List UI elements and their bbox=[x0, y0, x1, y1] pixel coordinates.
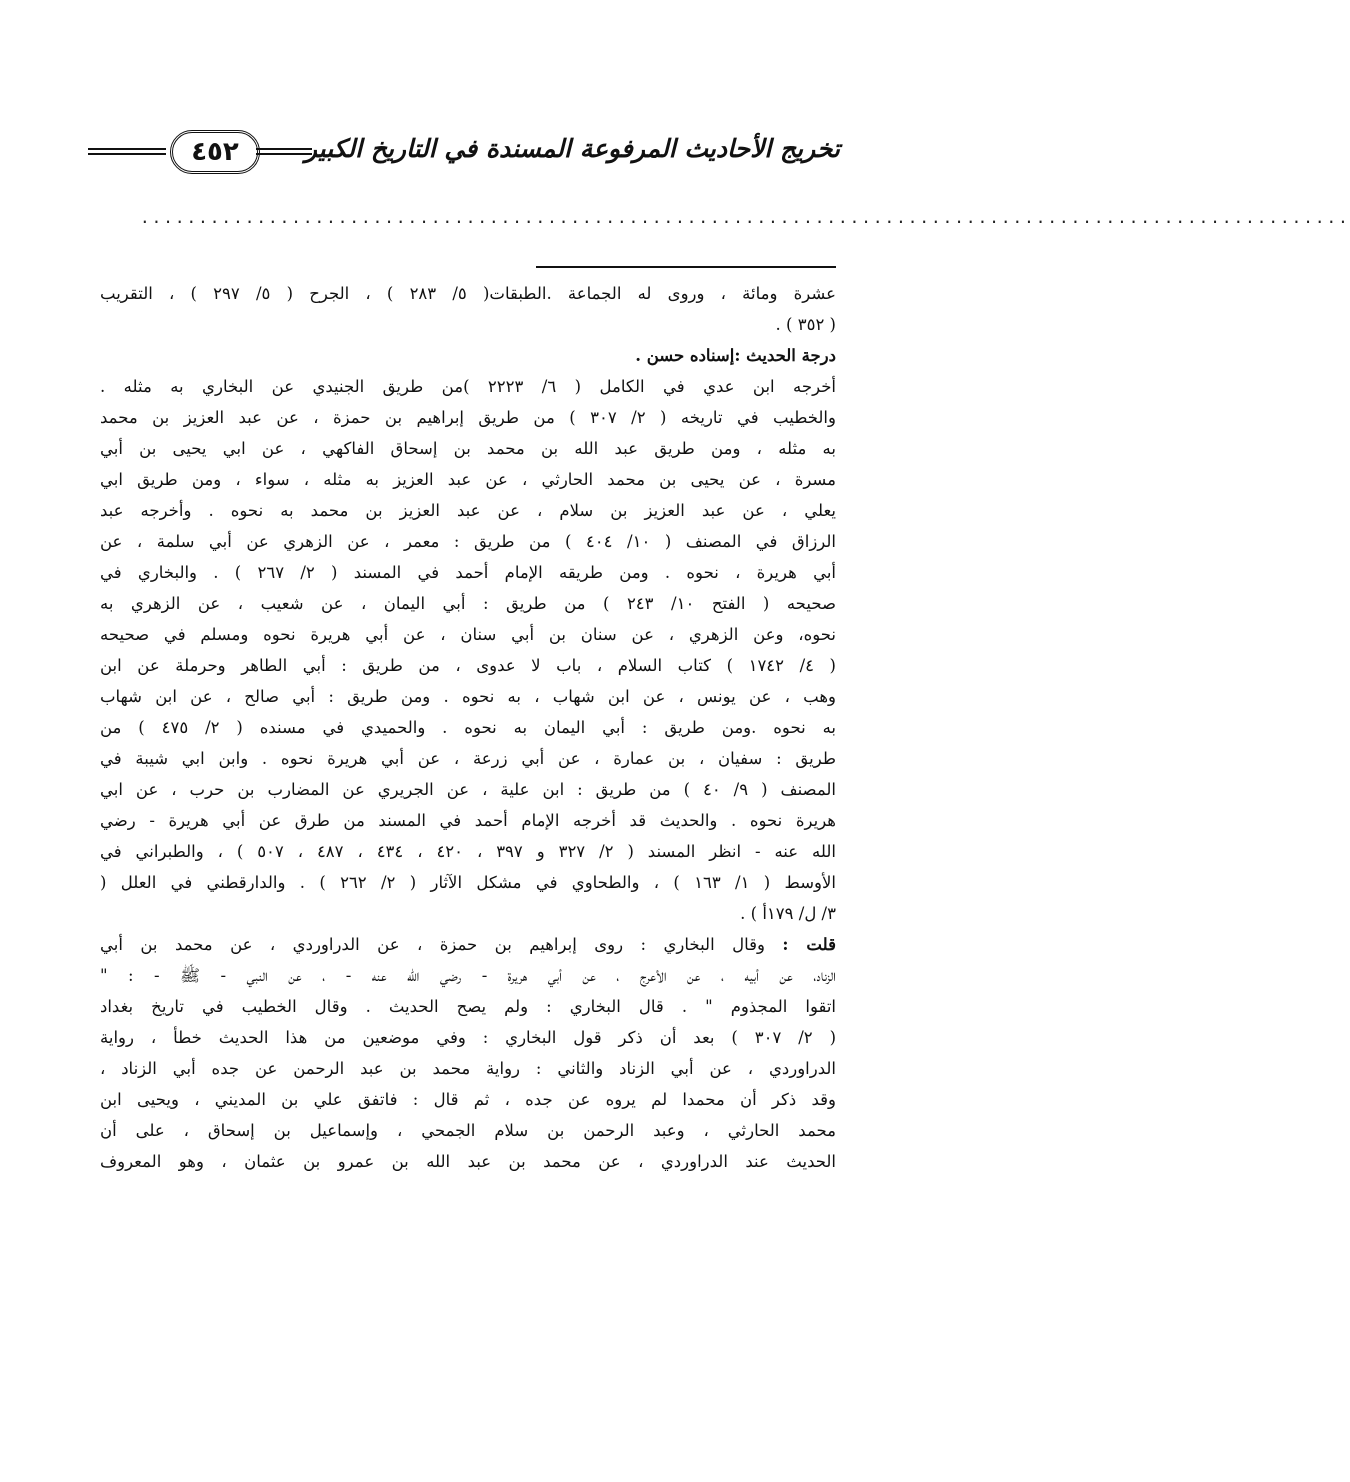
qultu-first-line bbox=[100, 929, 836, 960]
takhrij-line: ٣/ ل/ ١٧٩أ ) . bbox=[740, 904, 836, 923]
book-title: تخريج الأحاديث المرفوعة المسندة في التاريخ الكبير bbox=[304, 134, 840, 163]
footnote-rule bbox=[536, 266, 836, 268]
takhrij-line: صحيحه ( الفتح ١٠/ ٢٤٣ ) من طريق : أبي اليمان ، عن شعيب ، عن الزهري به bbox=[100, 594, 836, 613]
takhrij-line: أبي هريرة ، نحوه . ومن طريقه الإمام أحمد في المسند ( ٢/ ٢٦٧ ) . والبخاري في bbox=[100, 563, 836, 582]
takhrij-line: المصنف ( ٩/ ٤٠ ) من طريق : ابن علية ، عن الجريري عن المضارب بن حرب ، عن ابي bbox=[100, 780, 837, 799]
takhrij-line: أخرجه ابن عدي في الكامل ( ٦/ ٢٢٢٣ )من طريق الجنيدي عن البخاري به مثله . bbox=[100, 377, 836, 396]
dotted-separator: ........................................................................................................ bbox=[140, 208, 1350, 227]
qultu-line: الزناد، عن أبيه ، عن الأعرج ، عن أبي هريرة - رضي الله عنه - ، عن النبي - ﷺ - : " bbox=[100, 966, 836, 985]
qultu-line: الحديث عند الدراوردي ، عن محمد بن عبد الله بن عمرو بن عثمان ، وهو المعروف bbox=[100, 1152, 836, 1171]
takhrij-line: الأوسط ( ١/ ١٦٣ ) ، والطحاوي في مشكل الآثار ( ٢/ ٢٦٢ ) . والدارقطني في العلل ( bbox=[100, 873, 836, 892]
qultu-line: الدراوردي ، عن أبي الزناد والثاني : رواية محمد بن عبد الرحمن عن جده أبي الزناد ، bbox=[100, 1059, 836, 1078]
qultu-line: اتقوا المجذوم " . قال البخاري : ولم يصح الحديث . وقال الخطيب في تاريخ بغداد bbox=[100, 997, 836, 1016]
takhrij-line: يعلي ، عن عبد العزيز بن سلام ، عن عبد العزيز بن محمد به نحوه . وأخرجه عبد bbox=[100, 501, 836, 520]
qultu-line: وقد ذكر أن محمدا لم يروه عن جده ، ثم قال : فاتفق علي بن المديني ، ويحيى ابن bbox=[100, 1090, 836, 1109]
qultu-line: ( ٢/ ٣٠٧ ) بعد أن ذكر قول البخاري : وفي موضعين من هذا الحديث خطأ ، رواية bbox=[100, 1028, 837, 1047]
takhrij-line: الرزاق في المصنف ( ١٠/ ٤٠٤ ) من طريق : معمر ، عن الزهري عن أبي سلمة ، عن bbox=[100, 532, 836, 551]
page-body bbox=[100, 278, 836, 1177]
qultu-label: قلت : bbox=[782, 935, 836, 954]
footnote-line: ( ٣٥٢ ) . bbox=[775, 315, 836, 334]
takhrij-line: به نحوه .ومن طريق : أبي اليمان به نحوه . والحميدي في مسنده ( ٢/ ٤٧٥ ) من bbox=[100, 718, 837, 737]
takhrij-line: وهب ، عن يونس ، عن ابن شهاب ، به نحوه . ومن طريق : أبي صالح ، عن ابن شهاب bbox=[100, 687, 836, 706]
page-header bbox=[88, 128, 840, 180]
takhrij-line: طريق : سفيان ، بن عمارة ، عن أبي زرعة ، عن أبي هريرة نحوه . وابن ابي شيبة في bbox=[100, 749, 836, 768]
takhrij-line: الله عنه - انظر المسند ( ٢/ ٣٢٧ و ٣٩٧ ، ٤٢٠ ، ٤٣٤ ، ٤٨٧ ، ٥٠٧ ) ، والطبراني في bbox=[100, 842, 836, 861]
takhrij-line: هريرة نحوه . والحديث قد أخرجه الإمام أحمد في المسند من طرق عن أبي هريرة - رضي bbox=[100, 811, 836, 830]
header-rule-middle bbox=[256, 148, 312, 155]
hadith-grade: درجة الحديث :إسناده حسن . bbox=[635, 346, 836, 365]
qultu-line: محمد الحارثي ، وعبد الرحمن بن سلام الجمحي ، وإسماعيل بن إسحاق ، على أن bbox=[100, 1121, 836, 1140]
page-number-badge: ٤٥٢ bbox=[170, 130, 260, 174]
header-rule-left bbox=[88, 148, 166, 155]
takhrij-line: نحوه، وعن الزهري ، عن سنان بن أبي سنان ، عن أبي هريرة نحوه ومسلم في صحيحه bbox=[100, 625, 836, 644]
takhrij-line: ( ٤/ ١٧٤٢ ) كتاب السلام ، باب لا عدوى ، من طريق : أبي الطاهر وحرملة عن ابن bbox=[100, 656, 836, 675]
takhrij-line: والخطيب في تاريخه ( ٢/ ٣٠٧ ) من طريق إبراهيم بن حمزة ، عن عبد العزيز بن محمد bbox=[100, 408, 836, 427]
footnote-line: عشرة ومائة ، وروى له الجماعة .الطبقات( ٥/ ٢٨٣ ) ، الجرح ( ٥/ ٢٩٧ ) ، التقريب bbox=[100, 284, 836, 303]
takhrij-line: مسرة ، عن يحيى بن محمد الحارثي ، عن عبد العزيز به مثله ، سواء ، ومن طريق ابي bbox=[100, 470, 836, 489]
takhrij-line: به مثله ، ومن طريق عبد الله بن محمد بن إسحاق الفاكهي ، عن ابي يحيى بن أبي bbox=[100, 439, 836, 458]
qultu-first-line-text: وقال البخاري : روى إبراهيم بن حمزة ، عن الدراوردي ، عن محمد بن أبي bbox=[100, 935, 765, 954]
